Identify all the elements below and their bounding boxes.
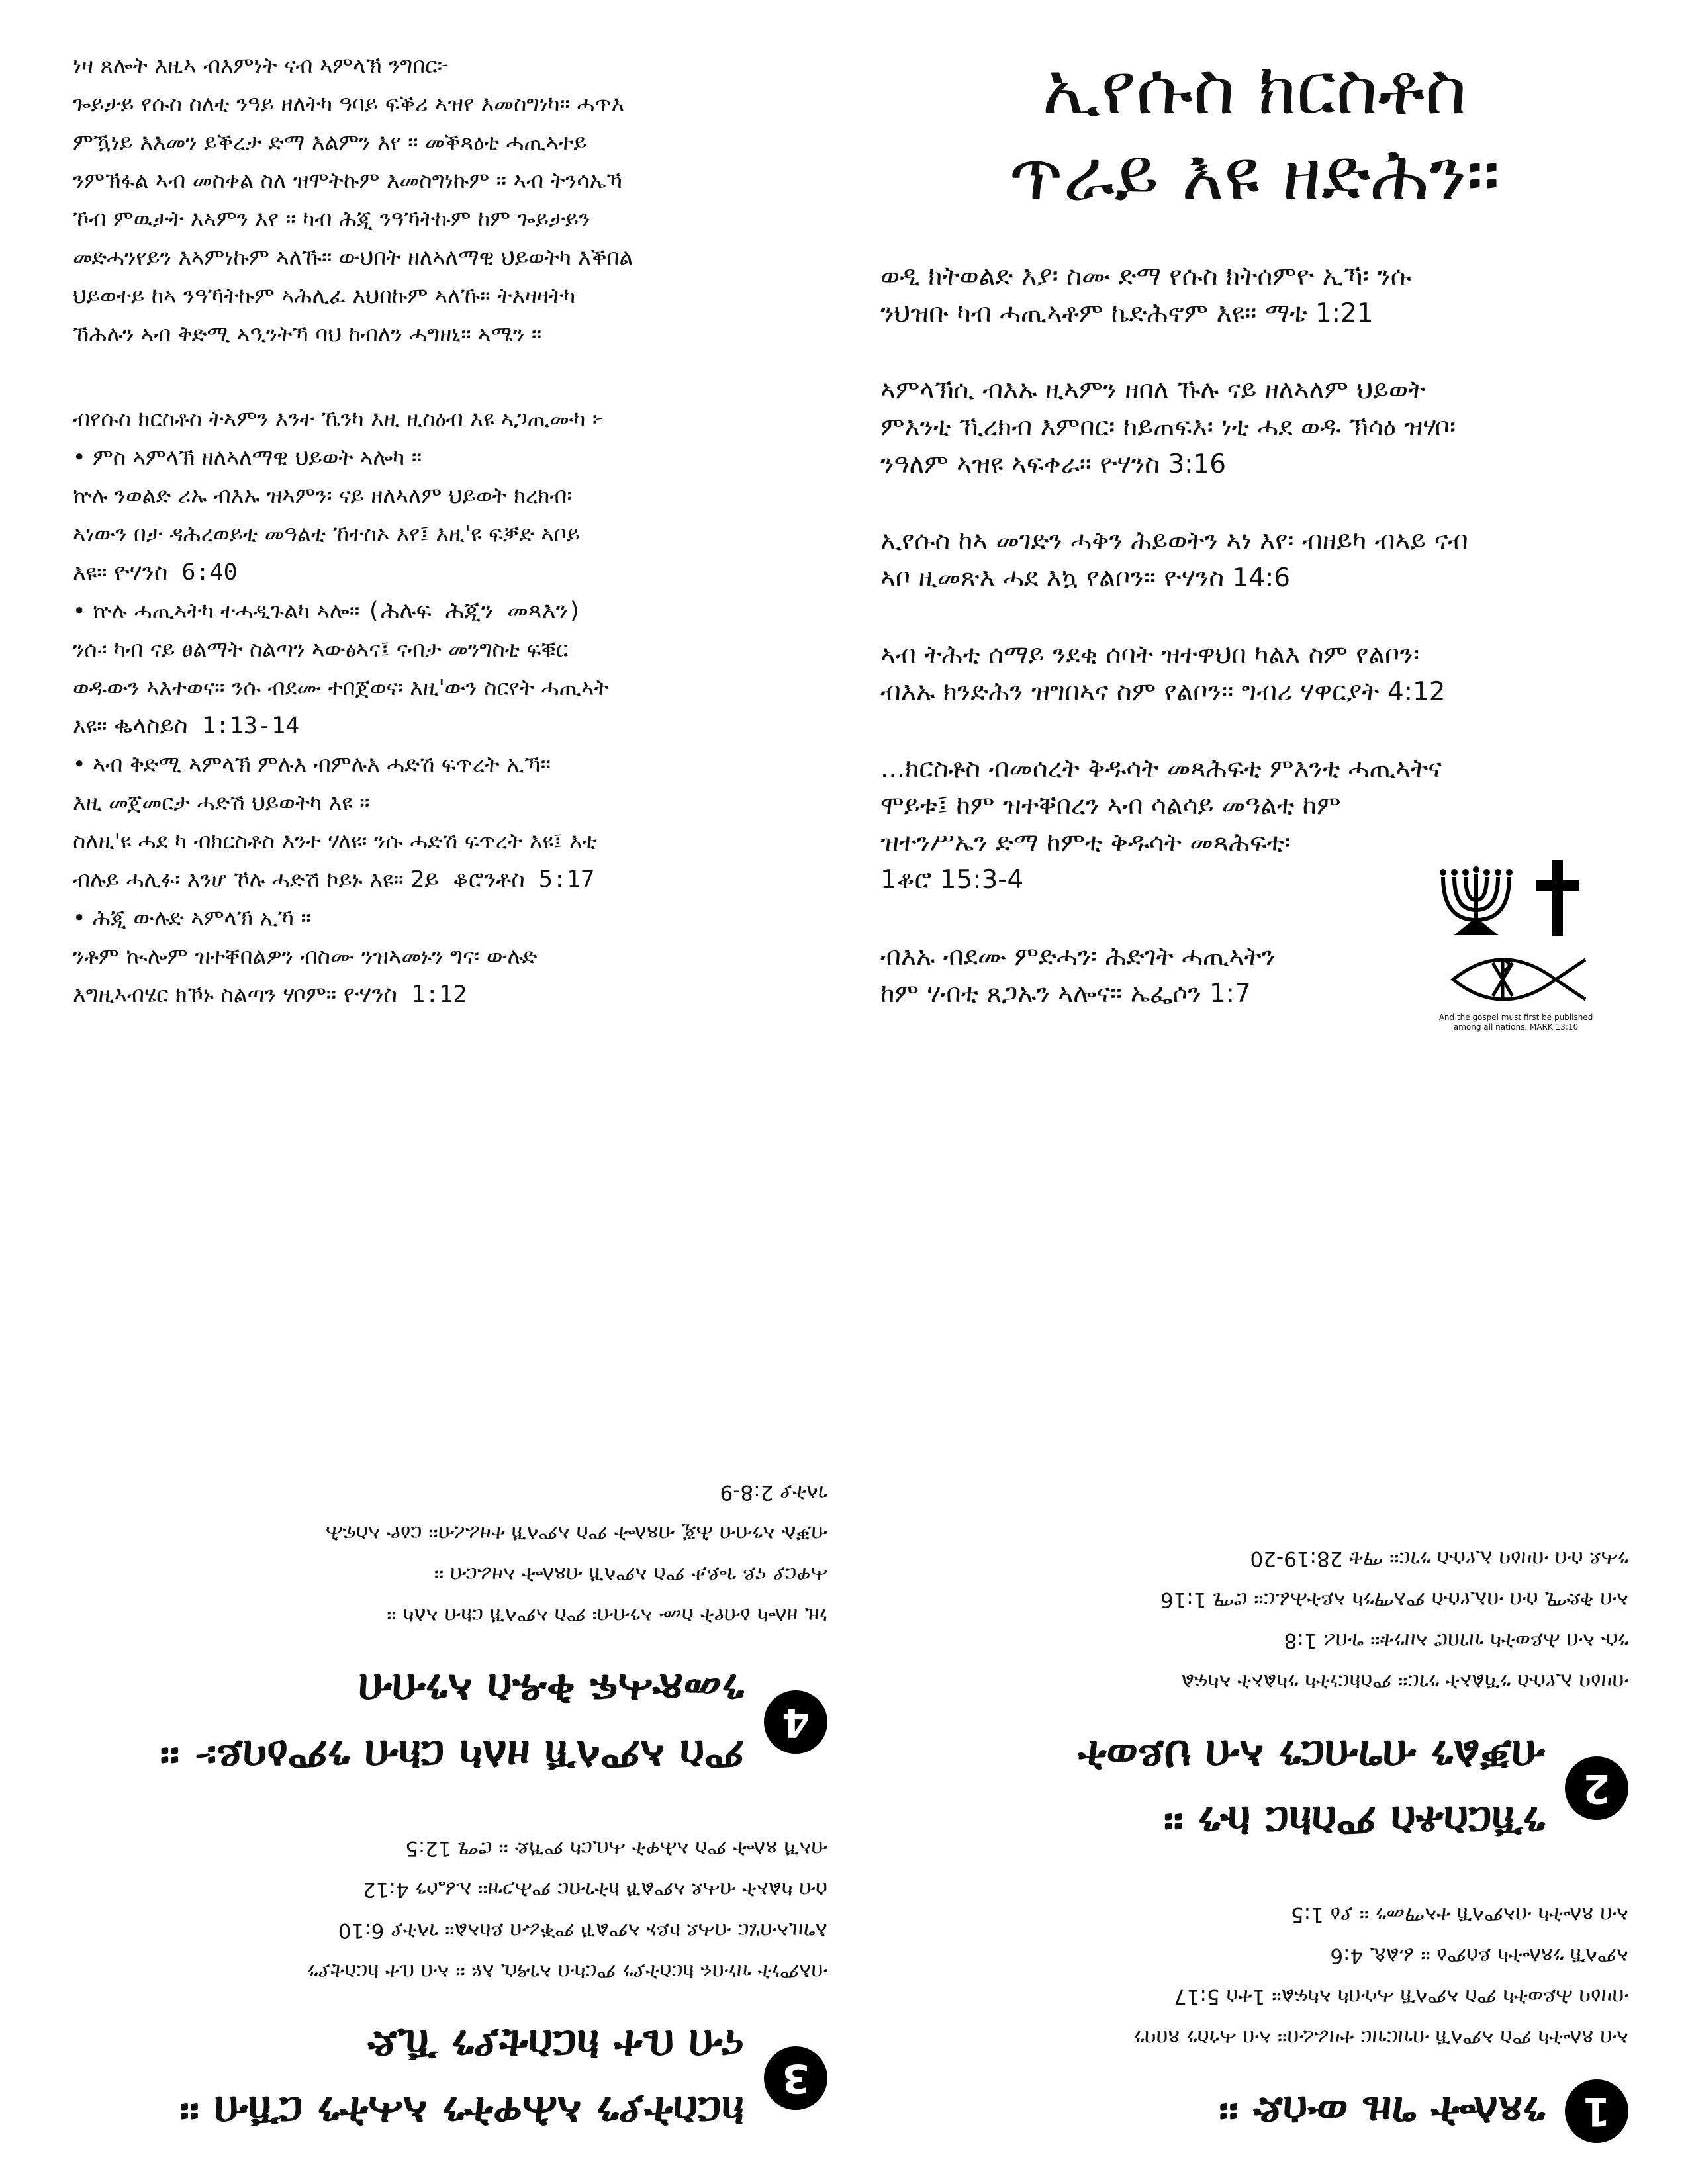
prayer-line: ጐይታይ የሱስ ስለቲ ንዓይ ዘለትካ ዓባይ ፍቕሪ ኣዝየ እመስግነካ። ሓጥእ: [73, 91, 625, 116]
step-header: [73, 2012, 827, 2144]
verse-line: ንህዝቡ ካብ ሓጢኣቶም ኬድሕኖም እዩ። ማቴ 1:21: [880, 298, 1374, 328]
verse-line: ...ክርስቶስ ብመሰረት ቅዱሳት መጻሕፍቲ ምእንቲ ሓጢኣትና: [880, 754, 1442, 784]
step-line: ሰብ ካልኦት ብሓደ ኣምልኾ ክትገብር ምሕጋዝ። ኤፌሶን 4:12: [362, 1878, 827, 1901]
cover-panel: [880, 46, 1628, 1066]
prayer-line: ኸሕሉን ኣብ ቅድሚ ኣዒንትኻ ባህ ከብለን ሓግዘኒ። ኣሜን ።: [73, 321, 542, 347]
step-title-line: ክርስትያን ኣሕዋትን ኣሓትን ርኸብ ።: [179, 2087, 744, 2136]
verse-block: [880, 938, 1397, 1013]
step-number-badge: 1: [1565, 2079, 1628, 2143]
prayer-line: ነዛ ጸሎት እዚኣ ብእምነት ናብ ኣምላኽ ንግበር፦: [73, 52, 449, 78]
step-line: ገላትያ 2:8-9: [720, 1480, 827, 1504]
step-header: [874, 1722, 1628, 1854]
verse-line: ብእኡ ብደሙ ምድሓን፡ ሕድገት ሓጢኣትን: [880, 942, 1276, 972]
salvation-prayer: [73, 46, 814, 353]
prayer-line: ህይወተይ ከኣ ንዓኻትኩም ኣሕሊፈ እህበኩም ኣለኹ። ትእዛዛትካ: [73, 283, 576, 308]
promise-line: ስለዚ'ዩ ሓደ ካ ብክርስቶስ እንተ ሃለዩ፡ ንሱ ሓድሽ ፍጥረት እዩ፤ እቲ: [73, 828, 597, 854]
step-header: [73, 1656, 827, 1788]
promise-ref-line: [73, 976, 814, 1014]
promise-bullet: • ኣብ ቅድሚ ኣምላኽ ምሉእ ብምሉእ ሓድሽ ፍጥረት ኢኻ።: [73, 751, 551, 777]
step-title-line: ናብ ቤተ ክርስቲያን ኺድ: [367, 2021, 744, 2070]
verse-block: [880, 637, 1628, 711]
step-line: ኣምላኽ ንጸሎትካ ይሰምዕ ። ፊልጲ 4:6: [1330, 1944, 1628, 1968]
step-number-badge: 3: [764, 2046, 827, 2110]
faith-emblem: [1430, 854, 1602, 1046]
steps-panel-left: [73, 1125, 827, 2158]
promise-bullet: • ሕጂ ውሉድ ኣምላኽ ኢኻ ።: [73, 905, 311, 931]
promise-line: ንቶም ኲሎም ዝተቐበልዎን ብስሙ ንዝኣመኑን ግና፡ ውሉድ: [73, 943, 538, 969]
menorah-icon: [1443, 874, 1509, 933]
promise-ref-prefix: እዩ።: [73, 559, 114, 585]
step-title: [1078, 1722, 1545, 1854]
emblem-caption: among all nations. MARK 13:10: [1453, 1023, 1579, 1032]
step-line: ኣብ ቅድሚ ሰብ ብኢየሱስ ምእማንካ ኣይትሕፈር። ሮሜ 1:16: [1160, 1588, 1628, 1612]
verse-line: ዝተንሥኤን ድማ ከምቲ ቅዱሳት መጻሕፍቲ፡: [880, 828, 1291, 858]
promise-ref-line: [73, 707, 814, 745]
step-title-line: ምስ ኣምላኽ ዘለካ ርክብ ንምዕባይ፦ ።: [160, 1731, 744, 1780]
scripture-reference: ዮሃንስ 6:40: [113, 559, 238, 586]
step-body: [73, 1828, 827, 1992]
cross-icon: [1536, 860, 1579, 936]
step-line: እግዚኣብሄር ብሓደ ኮይኑ ኣምልኾ ምቕራብ ይከኣል። ገላትያ 6:10: [338, 1919, 827, 1942]
verse-line: 1ቆሮ 15:3-4: [880, 865, 1024, 895]
step-line: ንሱ ኣብ ሕይወትካ ዝገበሮ ኣዘንቱ። ግብሪ 1:8: [1284, 1629, 1628, 1653]
promise-line: ንሱ፡ ካብ ናይ ፀልማት ስልጣን ኣውፅኣና፤ ናብታ መንግስቲ ፍቑር: [73, 636, 569, 662]
verse-line: ንዓለም ኣዝዩ ኣፍቀራ። ዮሃንስ 3:16: [880, 449, 1227, 479]
step-title-line: ንኽርስቶስ ምስክር ኩን ።: [1163, 1797, 1545, 1846]
step-title: [179, 2012, 744, 2144]
verse-line: ከም ሃብቲ ጸጋኡን ኣሎና። ኤፌሶን 1:7: [880, 979, 1251, 1009]
step-line: ሓዋርያ ናይ ጐይታ ምስ ኣምላኽ ብጸሎት ኣዛራርብ ።: [434, 1563, 827, 1586]
step-line: ኣብ ጸሎትካ ምስ ኣምላኽ ብዝርዝር ተዛራረብ። ኣብ ሓጎስን ጸበባን: [1133, 2026, 1628, 2050]
step-line: ብቓሉ ኣንብብ ሕጂ ብጸሎት ምስ ኣምላኽ ተዛራረብ። ርዕዮ ኣስፍሕ: [325, 1522, 827, 1545]
step-line: ኣብ ጸሎትካ ብኣምላኽ ተኣማመን ። ያዕ 1:5: [1290, 1903, 1628, 1927]
step-number-badge: 2: [1565, 1756, 1628, 1820]
step-title-line: ብቓልን ብግብርን ኣብ ህይወት: [1078, 1731, 1545, 1780]
page-title: [880, 46, 1628, 218]
promise-line: ብሉይ ሓሊፉ፡ እንሆ ኾሉ ሓድሽ ኮይኑ እዩ።: [73, 866, 411, 892]
promise-line: ኵሉ ንወልድ ሪኡ ብእኡ ዝኣምን፡ ናይ ዘለኣለም ህይወት ክረክብ፡: [73, 482, 573, 508]
prayer-line: ምዃነይ እእመን ይቕረታ ድማ እልምን እየ ። መቕጻዕቲ ሓጢኣተይ: [73, 129, 587, 155]
step-line: ብዛዕባ ሕይወትካ ምስ ኣምላኽ ሓሳብካ ኣካፍል። 1ተሰ 5:17: [1174, 1985, 1628, 2009]
steps-panel-right: [874, 1125, 1628, 2158]
step-line: ነዚ ዘሎካ ዕብየት ስሙ ኣንብብ፡ ምስ ኣምላኽ ርክብ ኣለካ ።: [387, 1604, 827, 1627]
step-title: [160, 1656, 744, 1788]
verse-line: ሞይቱ፤ ከም ዝተቐበረን ኣብ ሳልሳይ መዓልቲ ከም: [880, 791, 1341, 821]
prayer-line: መድሓንየይን እኣምነኩም ኣለኹ። ውህበት ዘለኣለማዊ ህይወትካ እቕበል: [73, 244, 633, 270]
ichthys-chi-rho-icon: [1453, 960, 1585, 999]
emblem-graphic: [1430, 854, 1602, 1006]
promise-bullet-line: [73, 592, 814, 630]
verse-line: ኢየሱስ ከኣ መገድን ሓቅን ሕይወትን ኣነ እየ፡ ብዘይካ ብኣይ ናብ: [880, 526, 1468, 556]
step-line: ብዛዕባ ኢየሱስ ንኻልኦት ንገር። ምስክርነትካ ንካልኦት ኣካፍል: [1181, 1670, 1628, 1694]
step-body: [874, 1894, 1628, 2058]
scripture-reference: ቈላስይስ 1:13-14: [113, 713, 300, 739]
step-line: ብእምነት ዝነብሩ ክርስትያን ምርካብ ኣገዳሲ እዩ ። ኣብ ቤተ ክርስቲያን: [307, 1960, 827, 1983]
promise-bullet: • ኵሉ ሓጢኣትካ ተሓዲጉልካ ኣሎ።: [73, 598, 360, 623]
promise-ref-prefix: እዩ።: [73, 713, 114, 739]
promise-bullet-note: (ሕሉፍ ሕጂን መጻእን): [366, 598, 582, 624]
verse-line: ምእንቲ ኺረክብ እምበር፡ ከይጠፍእ፡ ነቲ ሓደ ወዱ ኽሳዕ ዝሃቦ፡: [880, 412, 1456, 442]
promise-line: እዚ መጀመርታ ሓድሽ ህይወትካ እዩ ።: [73, 790, 370, 815]
verse-line: ኣቦ ዚመጽእ ሓደ እኳ የልቦን። ዮሃንስ 14:6: [880, 563, 1291, 593]
prayer-panel: [73, 46, 814, 1052]
scripture-reference: 2ይ ቆሮንቶስ 5:17: [410, 866, 595, 893]
verse-line: ብእኡ ክንድሕን ዝግበኣና ስም የልቦን። ግብሪ ሃዋርያት 4:12: [880, 677, 1446, 707]
verse-line: ኣብ ትሕቲ ሰማይ ንደቂ ሰባት ዝተዋህበ ካልእ ስም የልቦን፡: [880, 640, 1420, 670]
promise-line: እግዚኣብሄር ክኾኑ ስልጣን ሃቦም።: [73, 981, 344, 1007]
promise-line: ኣነውን በታ ዳሕረወይቲ መዓልቲ ኸተስኦ እየ፤ እዚ'ዩ ፍቓድ ኣቦይ: [73, 521, 581, 547]
step-title: [1219, 2078, 1545, 2144]
title-line: ጥራይ እዩ ዘድሕን።: [1009, 134, 1500, 216]
prayer-line: ኾብ ምዉታት እኣምን እየ ። ካብ ሕጂ ንዓኻትኩም ከም ጐይታይን: [73, 206, 590, 232]
step-line: ንሓደ ሰብ ብዛዕባ ኢየሱስ ንገር። ማቴ 28:19-20: [1250, 1547, 1628, 1570]
verse-block: [880, 258, 1628, 332]
step-header: [874, 2078, 1628, 2144]
step-title-line: ንመጽሓፍ ቅዱስ ኣንብብ: [358, 1664, 744, 1713]
verse-block: [880, 523, 1628, 597]
promise-bullet: • ምስ ኣምላኽ ዘለኣለማዊ ህይወት ኣሎካ ።: [73, 444, 422, 470]
step-body: [73, 1472, 827, 1636]
verse-block: [880, 372, 1628, 483]
promises-intro: ብየሱስ ክርስቶስ ትኣምን እንተ ኼንካ እዚ ዚስዕብ እዩ ኣጋጢሙካ ፦: [73, 406, 604, 432]
verse-block: [880, 751, 1442, 899]
prayer-line: ንምኽፋል ኣብ መስቀል ስለ ዝሞትኩም እመስግነኩም ። ኣብ ትንሳኤኻ: [73, 167, 623, 193]
promise-ref-line: [73, 553, 814, 592]
promises-section: [73, 400, 814, 1014]
step-title-line: ንጸሎት ግዜ ውሰድ ።: [1219, 2087, 1545, 2136]
step-line: ብኣኻ ጸሎት ምስ ኣሕዋት ሓቢርካ ምኻድ ። ሮሜ 12:5: [405, 1837, 827, 1860]
scripture-reference: ዮሃንስ 1:12: [343, 981, 467, 1008]
emblem-caption: And the gospel must first be published: [1438, 1013, 1593, 1022]
verse-line: ኣምላኽሲ ብእኡ ዚኣምን ዘበለ ኹሉ ናይ ዘለኣለም ህይወት: [880, 375, 1426, 405]
promise-ref-line: [73, 860, 814, 899]
step-number-badge: 4: [764, 1690, 827, 1754]
promise-line: ወዱውን ኣእተወና። ንሱ ብደሙ ተበጀወና፡ እዚ'ውን ስርየት ሓጢኣት: [73, 674, 609, 700]
title-line: ኢየሱስ ክርስቶስ: [1042, 48, 1467, 130]
step-body: [874, 1538, 1628, 1702]
verse-line: ወዲ ክትወልድ እያ፡ ስሙ ድማ የሱስ ክትሰምዮ ኢኻ፡ ንሱ: [880, 261, 1411, 291]
